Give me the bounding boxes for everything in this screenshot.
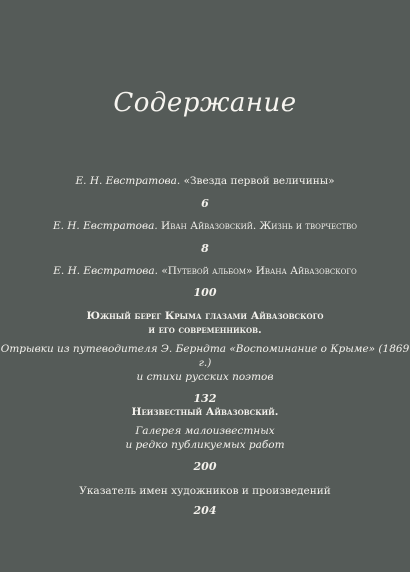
entry-subtitle: Отрывки из путеводителя Э. Берндта «Воспоминание о Крыме» (1869 г.): [0, 343, 410, 369]
toc-entry-4[interactable]: [0, 309, 410, 406]
entry-heading: Неизвестный Айвазовский.: [131, 406, 279, 418]
toc-entry-1[interactable]: [0, 174, 410, 211]
toc-entry-5[interactable]: [0, 405, 410, 474]
entry-title: «Звезда первой величины»: [183, 175, 335, 187]
toc-entry-3[interactable]: [0, 264, 410, 300]
entry-subtitle-continued: и редко публикуемых работ: [125, 439, 285, 451]
entry-heading: Южный берег Крыма глазами Айвазовского: [86, 310, 324, 322]
entry-title: Иван Айвазовский. Жизнь и творчество: [161, 220, 358, 232]
entry-author: Е. Н. Евстратова.: [75, 175, 181, 187]
entry-page-number: 8: [201, 242, 209, 255]
toc-entry-6[interactable]: [0, 484, 410, 518]
entry-title: «Путевой альбом» Ивана Айвазовского: [161, 265, 357, 277]
entry-page-number: 100: [193, 286, 217, 299]
entry-author: Е. Н. Евстратова.: [53, 265, 158, 277]
entry-page-number: 204: [193, 504, 217, 517]
page-title: Содержание: [113, 88, 297, 118]
entry-subtitle: Галерея малоизвестных: [135, 425, 275, 437]
entry-page-number: 6: [201, 197, 209, 210]
entry-subtitle-continued: и стихи русских поэтов: [136, 371, 274, 383]
entry-title: Указатель имен художников и произведений: [79, 485, 331, 497]
entry-page-number: 132: [193, 392, 217, 405]
toc-entry-2[interactable]: [0, 219, 410, 256]
entry-author: Е. Н. Евстратова.: [52, 220, 158, 232]
entry-page-number: 200: [193, 460, 217, 473]
entry-heading-continued: и его современников.: [148, 324, 262, 336]
